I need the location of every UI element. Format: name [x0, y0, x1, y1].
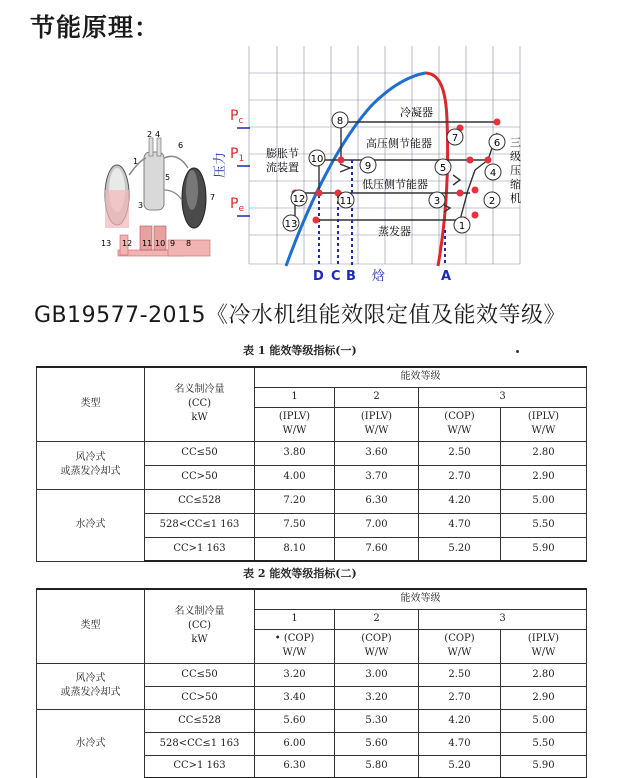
label-point-d: D: [313, 269, 324, 284]
table2-cell: 5.60: [255, 709, 335, 732]
label-hp-economizer: 高压侧节能器: [366, 137, 432, 150]
table2-cell: 4.70: [419, 732, 501, 755]
table1-cell: 7.50: [255, 513, 335, 537]
standard-title: GB19577-2015《冷水机组能效限定值及能效等级》: [34, 303, 567, 328]
table1-cell: 5.50: [501, 513, 587, 537]
machine-label-2: 2: [147, 130, 153, 139]
table1-cell: 5.90: [501, 537, 587, 561]
table2-cc: CC≤50: [145, 663, 255, 686]
table1-metric: (IPLV) W/W: [335, 407, 419, 441]
table2-capacity-header: 名义制冷量 (CC) kW: [145, 589, 255, 663]
table1-cc: CC≤528: [145, 489, 255, 513]
table1-cc: CC≤50: [145, 441, 255, 465]
svg-text:4: 4: [489, 168, 497, 179]
table1: [36, 366, 587, 562]
table1-cell: 8.10: [255, 537, 335, 561]
table2-caption: 表 2 能效等级指标(二): [243, 567, 357, 580]
table2-cc: CC≤528: [145, 709, 255, 732]
table1-cell: 7.60: [335, 537, 419, 561]
label-enthalpy-axis: 焓: [372, 269, 386, 284]
label-point-b: B: [346, 269, 356, 284]
svg-text:6: 6: [493, 138, 501, 149]
svg-text:5: 5: [439, 163, 447, 174]
table1-metric: (COP) W/W: [419, 407, 501, 441]
table2-grade-header: 能效等级: [255, 589, 587, 609]
table2-type-header: 类型: [37, 589, 145, 663]
table2-cc: CC>1 163: [145, 755, 255, 778]
label-point-c: C: [331, 269, 341, 284]
table2-cell: 5.00: [501, 709, 587, 732]
table1-cell: 2.50: [419, 441, 501, 465]
label-pe: $P_e$: [230, 196, 244, 214]
table1-cc: 528<CC≤1 163: [145, 513, 255, 537]
label-condenser: 冷凝器: [400, 106, 433, 119]
svg-text:11: 11: [339, 196, 353, 207]
energy-saving-diagram: [0, 40, 622, 290]
pressure-ticks: [237, 128, 250, 216]
machine-label-8: 8: [186, 239, 192, 248]
label-lp-economizer: 低压侧节能器: [362, 178, 428, 191]
table2-metric: (IPLV) W/W: [501, 629, 587, 663]
label-expansion-1: 膨胀节: [266, 147, 299, 160]
dotted-projection-lines: [319, 160, 445, 266]
svg-text:级: 级: [510, 150, 521, 163]
table2-cell: 2.50: [419, 663, 501, 686]
table1-cell: 6.30: [335, 489, 419, 513]
table1-type-air: 风冷式 或蒸发冷却式: [37, 441, 145, 489]
table2-cell: 5.50: [501, 732, 587, 755]
table1-cell: 7.00: [335, 513, 419, 537]
table2-cell: 5.30: [335, 709, 419, 732]
svg-text:1: 1: [458, 221, 466, 232]
table2-cell: 5.60: [335, 732, 419, 755]
table2-cell: 6.00: [255, 732, 335, 755]
label-p1: $P_1$: [230, 146, 245, 164]
table2-cell: 5.80: [335, 755, 419, 778]
table2-cell: 2.90: [501, 686, 587, 709]
table1-cell: 4.70: [419, 513, 501, 537]
table2-cell: 3.00: [335, 663, 419, 686]
machine-label-11: 11: [142, 239, 153, 248]
machine-label-12: 12: [122, 239, 133, 248]
table1-grade-3: 3: [419, 387, 587, 407]
table2-cell: 3.20: [255, 663, 335, 686]
table2-cell: 2.80: [501, 663, 587, 686]
table1-cell: 2.70: [419, 465, 501, 489]
svg-text:8: 8: [336, 116, 344, 127]
table1-metric: (IPLV) W/W: [501, 407, 587, 441]
machine-label-7: 7: [210, 193, 216, 202]
table1-cell: 2.80: [501, 441, 587, 465]
table1-grade-header: 能效等级: [255, 367, 587, 387]
svg-text:7: 7: [451, 133, 459, 144]
table2: [36, 588, 587, 778]
table1-type-header: 类型: [37, 367, 145, 441]
table2-cell: 2.70: [419, 686, 501, 709]
svg-text:10: 10: [310, 154, 324, 165]
table2-cc: CC>50: [145, 686, 255, 709]
table1-caption: 表 1 能效等级指标(一): [243, 344, 357, 357]
table1-cell: 2.90: [501, 465, 587, 489]
table2-cell: 6.30: [255, 755, 335, 778]
table1-cell: 4.00: [255, 465, 335, 489]
table2-cell: 4.20: [419, 709, 501, 732]
label-evaporator: 蒸发器: [378, 225, 411, 238]
table2-cell: 5.90: [501, 755, 587, 778]
table2-grade-1: 1: [255, 609, 335, 629]
table2-cell: 3.40: [255, 686, 335, 709]
svg-text:机: 机: [510, 192, 521, 205]
machine-label-3: 3: [138, 201, 144, 210]
table1-cell: 5.20: [419, 537, 501, 561]
svg-text:缩: 缩: [510, 178, 521, 191]
page-heading: 节能原理：: [30, 13, 161, 42]
table2-cc: 528<CC≤1 163: [145, 732, 255, 755]
table1-capacity-header: 名义制冷量 (CC) kW: [145, 367, 255, 441]
table1-grade-2: 2: [335, 387, 419, 407]
svg-text:三: 三: [510, 136, 521, 149]
machine-label-9: 9: [170, 239, 176, 248]
svg-text:压: 压: [510, 164, 521, 177]
svg-text:13: 13: [284, 219, 298, 230]
table2-cell: 3.20: [335, 686, 419, 709]
diagram-svg: [0, 40, 622, 290]
label-compressor: [510, 136, 521, 205]
svg-text:9: 9: [364, 161, 372, 172]
table1-type-water: 水冷式: [37, 489, 145, 561]
table2-cell: 5.20: [419, 755, 501, 778]
svg-text:12: 12: [292, 194, 306, 205]
label-pressure-axis: 压力: [213, 151, 228, 178]
table1-cell: 5.00: [501, 489, 587, 513]
machine-label-13: 13: [101, 239, 112, 248]
table2-type-water: 水冷式: [37, 709, 145, 778]
table1-cell: 3.70: [335, 465, 419, 489]
svg-text:2: 2: [488, 196, 496, 207]
table2-metric: (COP) W/W: [335, 629, 419, 663]
machine-label-5: 5: [165, 173, 171, 182]
table2-type-air: 风冷式 或蒸发冷却式: [37, 663, 145, 709]
table2-metric: (COP) W/W: [419, 629, 501, 663]
table1-grade-1: 1: [255, 387, 335, 407]
table1-cc: CC>50: [145, 465, 255, 489]
table1-cell: 4.20: [419, 489, 501, 513]
label-pc: $P_c$: [230, 108, 244, 126]
table1-cell: 7.20: [255, 489, 335, 513]
table2-metric: • (COP) W/W: [255, 629, 335, 663]
table1-cell: 3.80: [255, 441, 335, 465]
scan-mark: [516, 350, 519, 353]
label-expansion-2: 流装置: [266, 161, 299, 174]
machine-label-4: 4: [155, 130, 161, 139]
table2-grade-3: 3: [419, 609, 587, 629]
machine-label-1: 1: [133, 157, 139, 166]
machine-label-10: 10: [155, 239, 166, 248]
machine-label-6: 6: [178, 141, 184, 150]
table2-grade-2: 2: [335, 609, 419, 629]
svg-text:3: 3: [433, 196, 441, 207]
table1-cc: CC>1 163: [145, 537, 255, 561]
chiller-machine-illustration: [101, 130, 215, 256]
table1-cell: 3.60: [335, 441, 419, 465]
table1-metric: (IPLV) W/W: [255, 407, 335, 441]
label-point-a: A: [441, 269, 452, 284]
